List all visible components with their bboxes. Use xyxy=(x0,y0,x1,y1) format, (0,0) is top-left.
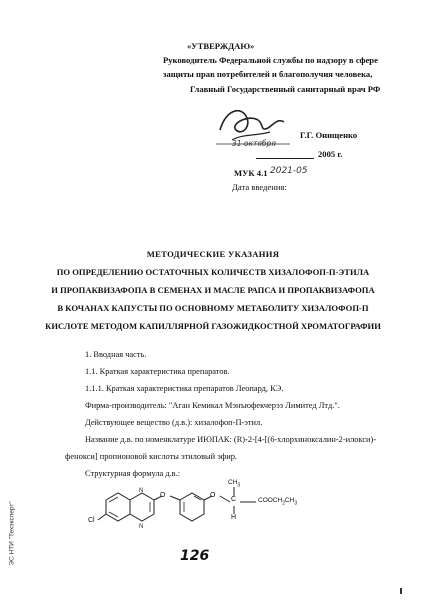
page-number-handwritten: 126 xyxy=(180,548,210,564)
muk-label: МУК 4.1 xyxy=(234,168,268,178)
approval-line-3: Главный Государственный санитарный врач РФ xyxy=(190,84,381,94)
title-line-2: ПО ОПРЕДЕЛЕНИЮ ОСТАТОЧНЫХ КОЛИЧЕСТВ ХИЗАЛОФОП-П-ЭТИЛА xyxy=(56,267,370,277)
approval-line-1: Руководитель Федеральной службы по надзору в сфере xyxy=(163,55,378,65)
intro-date-label: Дата введения: xyxy=(232,182,287,192)
muk-number-handwritten: 2021-05 xyxy=(270,166,308,176)
sign-date-handwritten: 31 октября xyxy=(232,139,276,148)
hydrogen-label: H xyxy=(231,514,237,521)
svg-text:N: N xyxy=(139,524,144,530)
title-line-1: МЕТОДИЧЕСКИЕ УКАЗАНИЯ xyxy=(146,249,280,259)
ester-group-label: $COOCH_2CH_3$ xyxy=(258,497,298,507)
methyl-label: $CH_3$ xyxy=(228,479,241,489)
section-1-1: 1.1. Краткая характеристика препаратов. xyxy=(85,367,230,376)
ether-o-1-label: O xyxy=(160,492,166,499)
section-1-1-1: 1.1.1. Краткая характеристика препаратов Леопард, КЭ. xyxy=(85,384,284,393)
approval-title: «УТВЕРЖДАЮ» xyxy=(187,41,255,51)
section-1-heading: 1. Вводная часть. xyxy=(85,350,147,359)
signer-name: Г.Г. Онищенко xyxy=(300,130,358,140)
corner-mark xyxy=(400,588,402,594)
manufacturer-line: Фирма-производитель: "Аган Кемикал Мэнъюфекчерэз Лимитед Лтд.". xyxy=(85,401,340,410)
central-carbon-label: C xyxy=(231,496,237,503)
formula-label: Структурная формула д.в.: xyxy=(85,469,181,478)
title-line-4: В КОЧАНАХ КАПУСТЫ ПО ОСНОВНОМУ МЕТАБОЛИТУ ХИЗАЛОФОП-П xyxy=(57,303,369,313)
title-line-5: КИСЛОТЕ МЕТОДОМ КАПИЛЛЯРНОЙ ГАЗОЖИДКОСТНОЙ ХРОМАТОГРАФИИ xyxy=(45,321,381,331)
year-underline xyxy=(256,158,314,159)
ether-o-2-label: O xyxy=(210,492,216,499)
side-stamp: ЭС НТИ "Техэксперт" xyxy=(8,501,16,566)
title-line-3: И ПРОПАКВИЗАФОПА В СЕМЕНАХ И МАСЛЕ РАПСА И ПРОПАКВИЗАФОПА xyxy=(51,285,375,295)
iupac-line-2: фенокси] пропионовой кислоты этиловый эфир. xyxy=(65,452,237,461)
structural-formula xyxy=(80,480,380,544)
iupac-line-1: Название д.в. по номенклатуре ИЮПАК: (R)-2-[4-[(6-хлорхиноксалин-2-илокси)- xyxy=(85,435,377,444)
svg-text:N: N xyxy=(139,488,144,494)
cl-atom-label: Cl xyxy=(88,517,95,524)
approval-line-2: защиты прав потребителей и благополучия человека, xyxy=(163,69,373,79)
year: 2005 г. xyxy=(318,149,343,159)
active-substance-line: Действующее вещество (д.в.): хизалофоп-П-этил. xyxy=(85,418,263,427)
